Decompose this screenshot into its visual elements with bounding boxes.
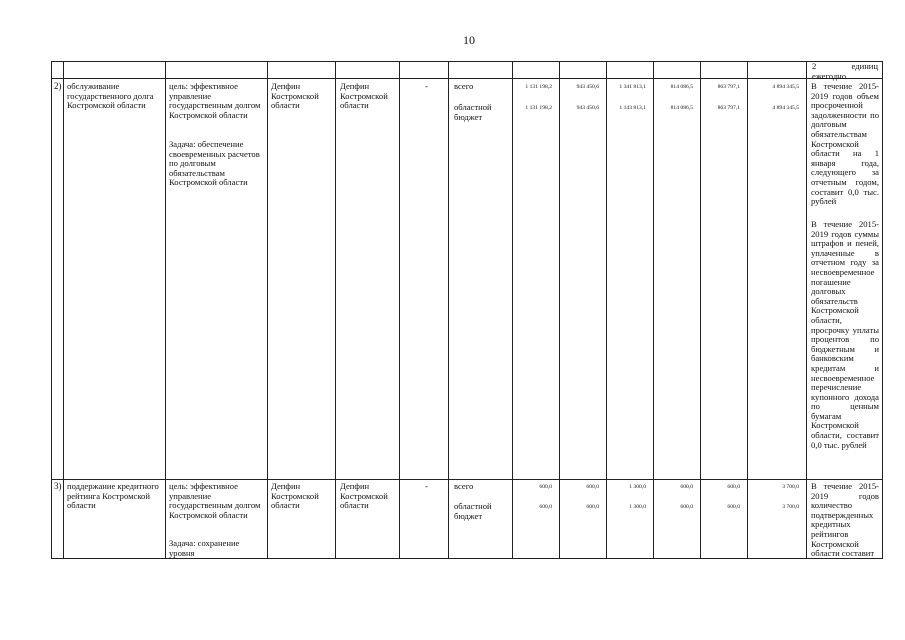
co-executor: Депфин Костромской области (340, 81, 388, 111)
value-regional-2017: 1 300,0 (629, 504, 646, 510)
responsible-executor: Депфин Костромской области (271, 81, 319, 111)
col-divider (559, 61, 560, 559)
event-name: поддержание кредитного рейтинга Костромской области (67, 481, 159, 511)
funding-source-total: всего (454, 81, 474, 91)
indicator-text: В течение 2015-2019 годов объем просроченной задолженности по долговым обязательствам Костромской области на 1 января года, следующего за отчетным годом, составит 0,0 тыс. рублей (811, 81, 879, 207)
value-total-2018: 814 086,5 (670, 84, 693, 90)
value-total-2016: 943 450,6 (576, 84, 599, 90)
funding-source-regional: областной бюджет (454, 102, 492, 122)
dash-cell: - (425, 481, 428, 491)
col-divider (512, 61, 513, 559)
col-divider (806, 61, 807, 559)
col-divider (653, 61, 654, 559)
event-goal: цель: эффективное управление государственным долгом Костромской области (169, 81, 261, 120)
value-regional-2015: 600,0 (539, 504, 552, 510)
funding-source-total: всего (454, 481, 474, 491)
value-total-sum: 3 700,0 (782, 484, 799, 490)
event-name: обслуживание государственного долга Костромской области (67, 81, 154, 111)
value-total-2015: 600,0 (539, 484, 552, 490)
table-border-right (882, 61, 883, 559)
value-regional-2015: 1 131 198,2 (525, 105, 552, 111)
row-divider (51, 78, 883, 79)
table-border-top (51, 61, 883, 62)
value-regional-2019: 863 797,1 (717, 105, 740, 111)
value-regional-2016: 943 450,6 (576, 105, 599, 111)
indicator-text: В течение 2015-2019 годов суммы штрафов и пеней, уплаченные в отчетном году за несвоевременное погашение долговых обязательств Костромской области, просрочку уплаты процентов по бюджетным и банковским кредитам и несвоевременное перечисление купонного дохода по ценным бумагам Костромской области, составит 0,0 тыс. рублей (811, 219, 879, 450)
indicator-cell: 2 единиц ежегодно (812, 61, 878, 81)
responsible-executor: Депфин Костромской области (271, 481, 319, 511)
col-divider (448, 61, 449, 559)
col-divider (606, 61, 607, 559)
value-total-2017: 1 341 813,1 (619, 84, 646, 90)
value-regional-2017: 1 143 813,1 (619, 105, 646, 111)
dash-cell: - (425, 81, 428, 91)
row-number: 3) (54, 481, 62, 491)
value-total-2019: 600,0 (727, 484, 740, 490)
page-number: 10 (463, 33, 475, 47)
program-table (51, 61, 883, 559)
value-regional-sum: 4 894 345,5 (772, 105, 799, 111)
table-border-left (51, 61, 52, 559)
row-number: 2) (54, 81, 62, 91)
value-total-sum: 4 894 345,5 (772, 84, 799, 90)
value-regional-2018: 814 086,5 (670, 105, 693, 111)
value-total-2016: 600,0 (586, 484, 599, 490)
event-task: Задача: сохранение уровня (169, 538, 240, 558)
value-regional-2018: 600,0 (680, 504, 693, 510)
value-total-2018: 600,0 (680, 484, 693, 490)
col-divider (165, 61, 166, 559)
col-divider (700, 61, 701, 559)
funding-source-regional: областной бюджет (454, 501, 492, 521)
event-goal: цель: эффективное управление государственным долгом Костромской области (169, 481, 261, 520)
co-executor: Депфин Костромской области (340, 481, 388, 511)
value-regional-sum: 3 700,0 (782, 504, 799, 510)
value-total-2017: 1 300,0 (629, 484, 646, 490)
value-regional-2019: 600,0 (727, 504, 740, 510)
value-regional-2016: 600,0 (586, 504, 599, 510)
indicator-text: В течение 2015-2019 годов количество подтвержденных кредитных рейтингов Костромской области составит (811, 481, 879, 559)
col-divider (399, 61, 400, 559)
col-divider (747, 61, 748, 559)
col-divider (267, 61, 268, 559)
row-divider (51, 479, 883, 480)
col-divider (335, 61, 336, 559)
value-total-2019: 863 797,1 (717, 84, 740, 90)
value-total-2015: 1 131 198,2 (525, 84, 552, 90)
event-task: Задача: обеспечение своевременных расчетов по долговым обязательствам Костромской области (169, 139, 260, 188)
